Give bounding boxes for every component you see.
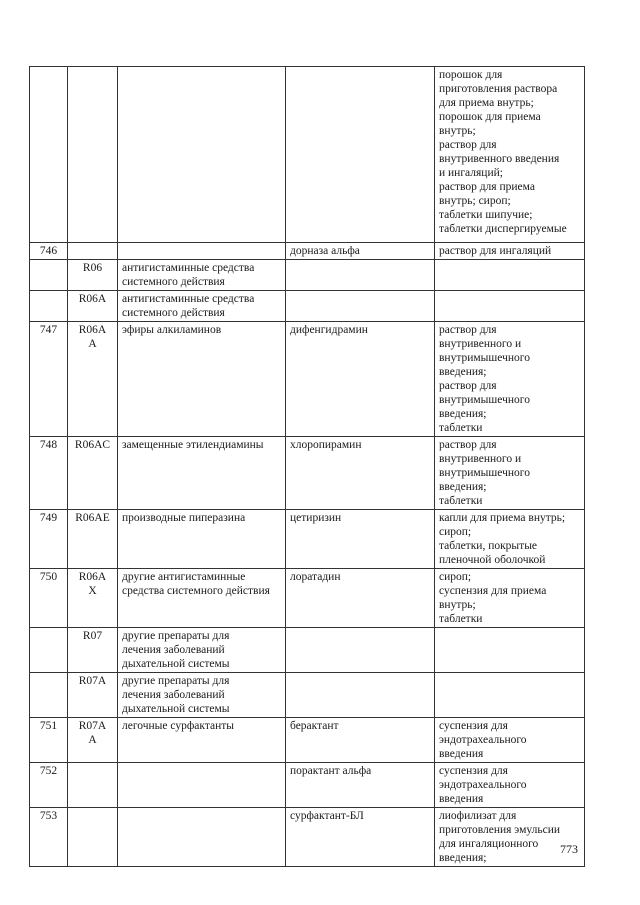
table-row (30, 628, 585, 673)
atc-code-cell: R06A A (68, 322, 118, 437)
drug-name-cell: дифенгидрамин (286, 322, 435, 437)
table-row (30, 243, 585, 260)
row-number-cell: 752 (30, 763, 68, 808)
drug-name-cell (286, 628, 435, 673)
drug-name-cell (286, 67, 435, 243)
atc-code-cell: R06AE (68, 510, 118, 569)
row-number-cell (30, 291, 68, 322)
dosage-form-cell: раствор для внутривенного и внутримышечного введения; таблетки (435, 437, 585, 510)
dosage-form-cell (435, 260, 585, 291)
atc-code-cell (68, 763, 118, 808)
drug-name-cell: порактант альфа (286, 763, 435, 808)
dosage-form-cell: порошок для приготовления раствора для приема внутрь; порошок для приема внутрь; раствор для внутривенного введения и ингаляций; раствор для приема внутрь; сироп; таблетки шипучие; таблетки диспергируемые (435, 67, 585, 243)
dosage-form-cell (435, 291, 585, 322)
dosage-form-cell (435, 628, 585, 673)
page-number: 773 (560, 842, 578, 856)
atc-code-cell: R07 (68, 628, 118, 673)
table-row (30, 291, 585, 322)
dosage-form-cell: раствор для ингаляций (435, 243, 585, 260)
row-number-cell (30, 67, 68, 243)
drug-name-cell (286, 291, 435, 322)
atc-code-cell: R07A A (68, 718, 118, 763)
dosage-form-cell: раствор для внутривенного и внутримышечного введения; раствор для внутримышечного введения; таблетки (435, 322, 585, 437)
pharmacological-group-cell (118, 243, 286, 260)
dosage-form-cell: лиофилизат для приготовления эмульсии для ингаляционного введения; (435, 808, 585, 867)
table-row (30, 260, 585, 291)
pharmacological-group-cell: антигистаминные средства системного действия (118, 291, 286, 322)
row-number-cell: 749 (30, 510, 68, 569)
drug-name-cell (286, 260, 435, 291)
pharmacological-group-cell: производные пиперазина (118, 510, 286, 569)
pharmacological-group-cell: антигистаминные средства системного действия (118, 260, 286, 291)
table-row (30, 437, 585, 510)
atc-code-cell (68, 808, 118, 867)
row-number-cell (30, 628, 68, 673)
table-row (30, 67, 585, 243)
row-number-cell: 748 (30, 437, 68, 510)
row-number-cell: 753 (30, 808, 68, 867)
drug-name-cell: хлоропирамин (286, 437, 435, 510)
atc-code-cell: R07A (68, 673, 118, 718)
dosage-form-cell: капли для приема внутрь; сироп; таблетки, покрытые пленочной оболочкой (435, 510, 585, 569)
pharmacological-group-cell: другие антигистаминные средства системного действия (118, 569, 286, 628)
atc-code-cell: R06A (68, 291, 118, 322)
drug-name-cell: лоратадин (286, 569, 435, 628)
pharmacological-group-cell (118, 763, 286, 808)
pharmacological-group-cell: другие препараты для лечения заболеваний дыхательной системы (118, 673, 286, 718)
table-row (30, 673, 585, 718)
pharmacological-group-cell (118, 67, 286, 243)
dosage-form-cell: суспензия для эндотрахеального введения (435, 763, 585, 808)
table-row (30, 763, 585, 808)
pharmacological-group-cell: легочные сурфактанты (118, 718, 286, 763)
atc-code-cell: R06AC (68, 437, 118, 510)
dosage-form-cell: сироп; суспензия для приема внутрь; таблетки (435, 569, 585, 628)
atc-code-cell: R06A X (68, 569, 118, 628)
drug-name-cell: цетиризин (286, 510, 435, 569)
drug-list-table (29, 66, 585, 867)
table-row (30, 322, 585, 437)
row-number-cell: 751 (30, 718, 68, 763)
table-row (30, 510, 585, 569)
drug-name-cell: берактант (286, 718, 435, 763)
pharmacological-group-cell: замещенные этилендиамины (118, 437, 286, 510)
pharmacological-group-cell: другие препараты для лечения заболеваний дыхательной системы (118, 628, 286, 673)
atc-code-cell: R06 (68, 260, 118, 291)
dosage-form-cell (435, 673, 585, 718)
drug-name-cell: сурфактант-БЛ (286, 808, 435, 867)
dosage-form-cell: суспензия для эндотрахеального введения (435, 718, 585, 763)
drug-name-cell (286, 673, 435, 718)
row-number-cell (30, 673, 68, 718)
table-row (30, 718, 585, 763)
table-row (30, 808, 585, 867)
row-number-cell: 747 (30, 322, 68, 437)
row-number-cell: 750 (30, 569, 68, 628)
pharmacological-group-cell: эфиры алкиламинов (118, 322, 286, 437)
row-number-cell: 746 (30, 243, 68, 260)
pharmacological-group-cell (118, 808, 286, 867)
table-row (30, 569, 585, 628)
atc-code-cell (68, 243, 118, 260)
atc-code-cell (68, 67, 118, 243)
drug-name-cell: дорназа альфа (286, 243, 435, 260)
row-number-cell (30, 260, 68, 291)
